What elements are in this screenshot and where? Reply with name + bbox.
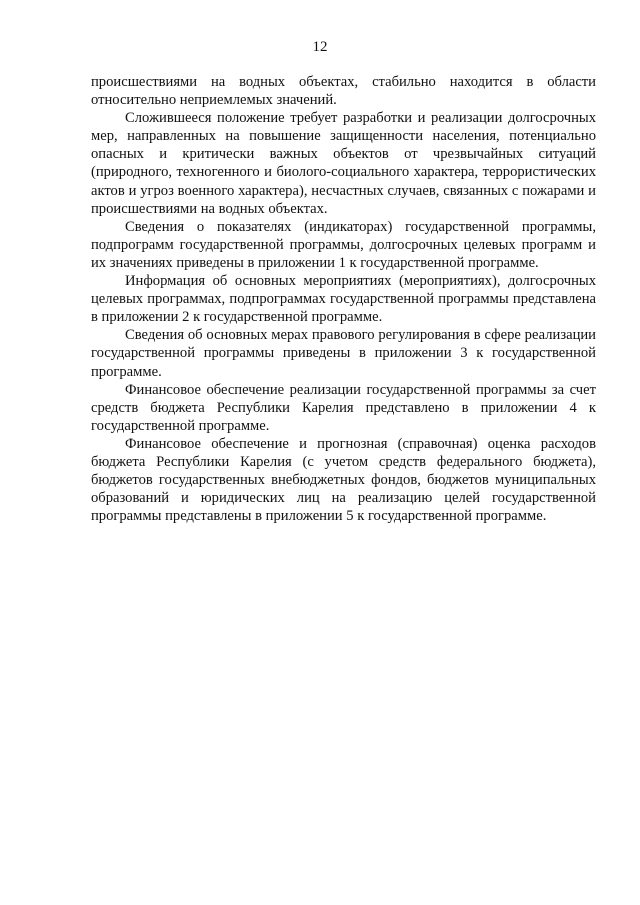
paragraph-legal-regulation: Сведения об основных мерах правового регулирования в сфере реализации государственной программы приведены в приложении 3 к государственной программе. [91, 327, 596, 380]
paragraph-financing-forecast: Финансовое обеспечение и прогнозная (справочная) оценка расходов бюджета Республики Карелия (с учетом средств федерального бюджета), бюджетов государственных внебюджетных фондов, бюджетов муниципальных образований и юридических лиц на реализацию целей государственной программы представлены в приложении 5 к государственной программе. [91, 435, 596, 525]
paragraph-measures-info: Информация об основных мероприятиях (мероприятиях), долгосрочных целевых программах, подпрограммах государственной программы представлена в приложении 2 к государственной программе. [91, 273, 596, 326]
paragraph-financing-regional: Финансовое обеспечение реализации государственной программы за счет средств бюджета Республики Карелия представлено в приложении 4 к государственной программе. [91, 381, 596, 434]
paragraph-situation: Сложившееся положение требует разработки и реализации долгосрочных мер, направленных на повышение защищенности населения, потенциально опасных и критически важных объектов от чрезвычайных ситуаций (природного, техногенного и биолого-социального характера, террористических актов и угроз военного характера), несчастных случаев, связанных с пожарами и происшествиями на водных объектах. [91, 110, 596, 217]
paragraph-indicators: Сведения о показателях (индикаторах) государственной программы, подпрограмм государственной программы, долгосрочных целевых программ и их значениях приведены в приложении 1 к государственной программе. [91, 218, 596, 271]
page-number: 12 [312, 39, 328, 55]
paragraph-continuation: происшествиями на водных объектах, стабильно находится в области относительно неприемлемых значений. [91, 74, 596, 109]
document-body [91, 73, 596, 525]
